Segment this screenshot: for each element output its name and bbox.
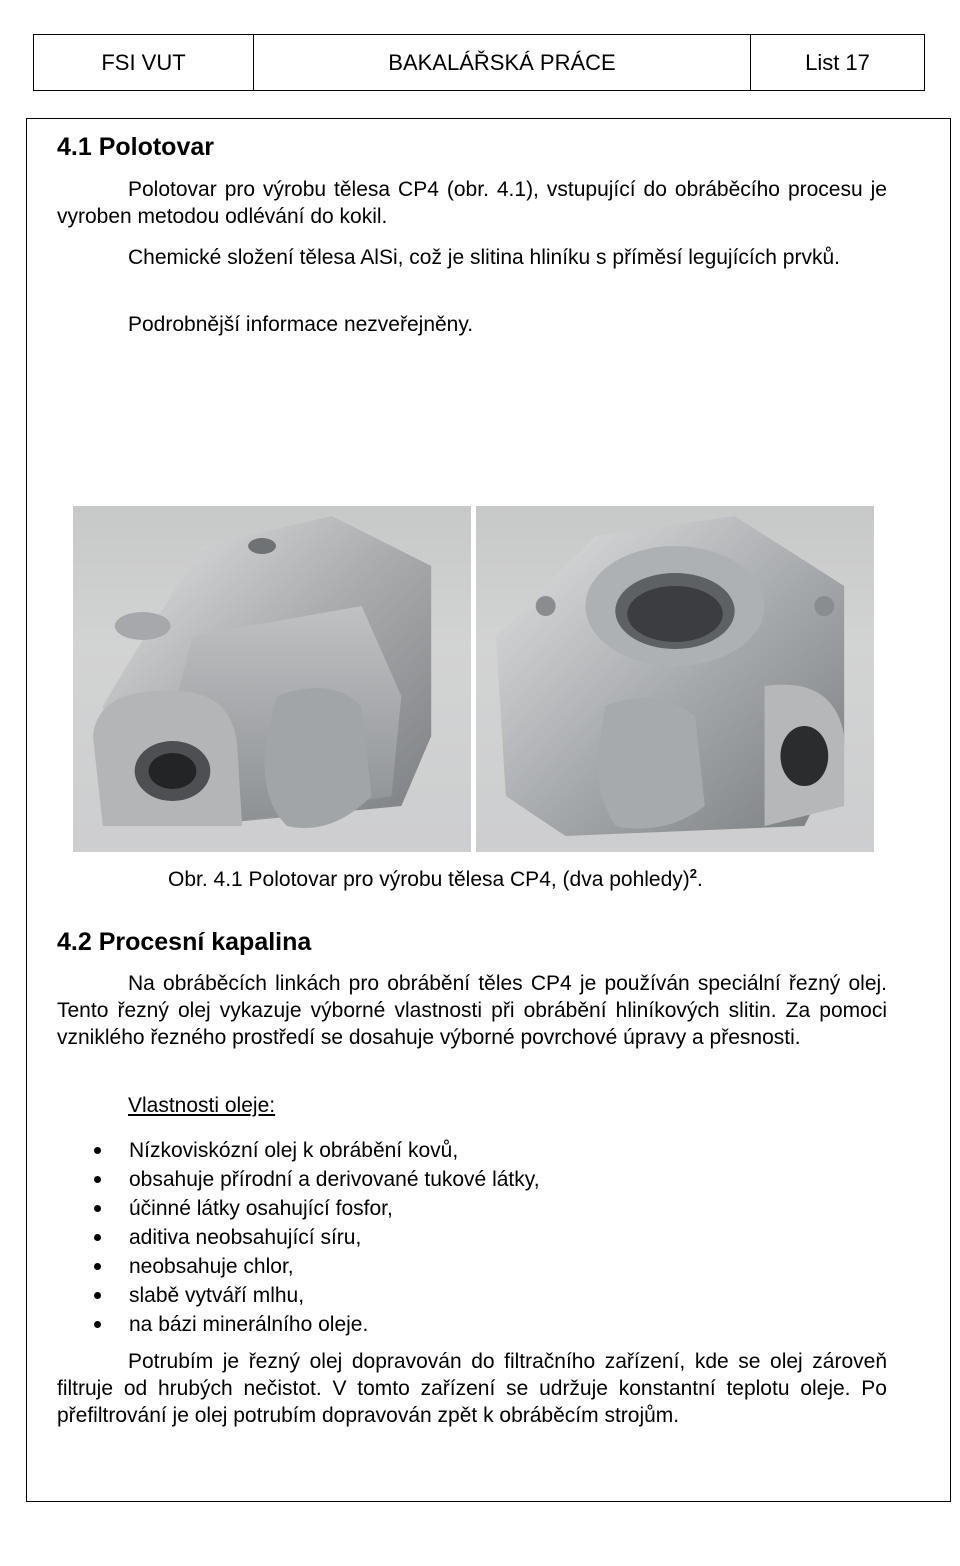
paragraph-polotovar-1: Polotovar pro výrobu tělesa CP4 (obr. 4.1), vstupující do obráběcího procesu je vyroben metodou odlévání do kokil. — [57, 178, 887, 228]
paragraph-kapalina-1: Na obráběcích linkách pro obrábění těles CP4 je používán speciální řezný olej. Tento řezný olej vykazuje výborné vlastnosti při obrábění hliníkových slitin. Za pomoci vzniklého řezného prostředí se dosahuje výborné povrchové úpravy a přesnosti. — [57, 972, 887, 1049]
paragraph-polotovar-3: Podrobnější informace nezveřejněny. — [128, 313, 474, 336]
list-item: na bázi minerálního oleje. — [85, 1310, 540, 1339]
page-header — [33, 34, 925, 91]
list-item: účinné látky osahující fosfor, — [85, 1194, 540, 1223]
oil-properties-list — [85, 1136, 540, 1339]
list-item: neobsahuje chlor, — [85, 1252, 540, 1281]
section-heading-polotovar: 4.1 Polotovar — [57, 133, 214, 161]
caption-ref: 2 — [689, 866, 698, 881]
list-item: obsahuje přírodní a derivované tukové látky, — [85, 1165, 540, 1194]
bullet-icon — [94, 1321, 101, 1328]
subheading-vlastnosti-oleje: Vlastnosti oleje: — [128, 1094, 276, 1117]
figure-photos — [73, 506, 874, 852]
paragraph-polotovar-2: Chemické složení tělesa AlSi, což je slitina hliníku s příměsí legujících prvků. — [128, 246, 840, 269]
figure-caption — [168, 866, 703, 892]
header-faculty: FSI VUT — [34, 35, 254, 90]
bullet-icon — [94, 1205, 101, 1212]
header-page-number: List 17 — [805, 49, 870, 75]
list-item: slabě vytváří mlhu, — [85, 1281, 540, 1310]
caption-end: . — [697, 868, 703, 891]
section-heading-procesni-kapalina: 4.2 Procesní kapalina — [57, 928, 312, 956]
bullet-icon — [94, 1234, 101, 1241]
bullet-icon — [94, 1147, 101, 1154]
casting-photo-left — [73, 506, 471, 852]
casting-photo-right — [476, 506, 874, 852]
paragraph-kapalina-2: Potrubím je řezný olej dopravován do filtračního zařízení, kde se olej zároveň filtruje od hrubých nečistot. V tomto zařízení se udržuje konstantní teplotu oleje. Po přefiltrování je olej potrubím dopravován zpět k obráběcím strojům. — [57, 1350, 887, 1427]
list-item: Nízkoviskózní olej k obrábění kovů, — [85, 1136, 540, 1165]
list-item: aditiva neobsahující síru, — [85, 1223, 540, 1252]
bullet-icon — [94, 1176, 101, 1183]
bullet-icon — [94, 1263, 101, 1270]
bullet-icon — [94, 1292, 101, 1299]
caption-text: Obr. 4.1 Polotovar pro výrobu tělesa CP4, (dva pohledy) — [168, 868, 690, 891]
header-doc-type: BAKALÁŘSKÁ PRÁCE — [254, 35, 751, 90]
